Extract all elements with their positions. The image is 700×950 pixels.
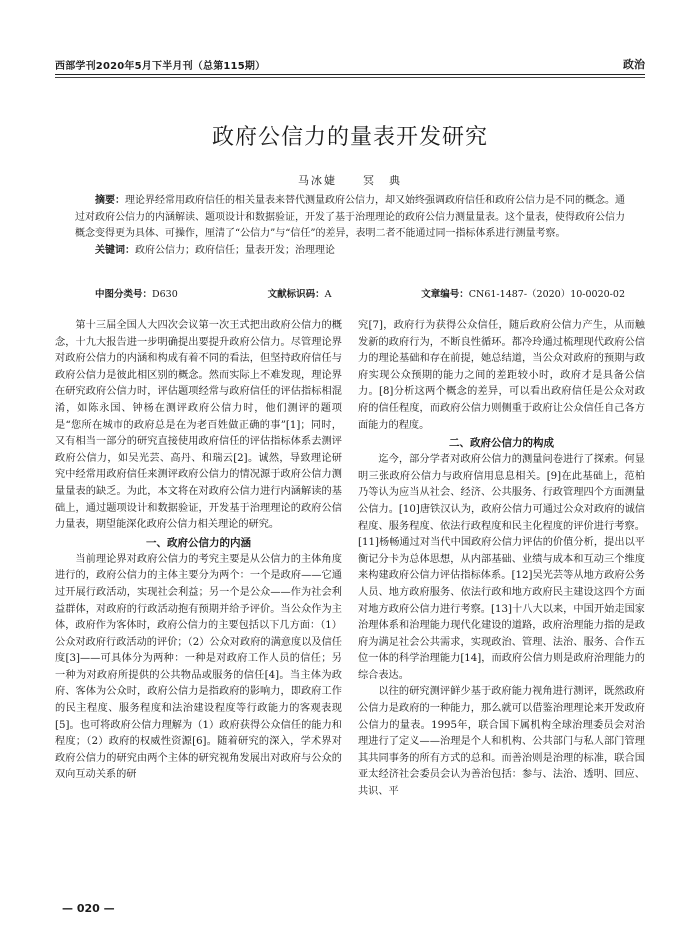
article-label: 文章编号： bbox=[421, 289, 469, 300]
abstract-text: 理论界经常用政府信任的相关量表来替代测量政府公信力，却又始终强调政府信任和政府公信力是不同的概念。通过对政府公信力的内涵解读、题项设计和数据验证，开发了基于治理理论的政府公信力测量量表。这个量表，使得政府公信力概念变得更为具体、可操作，厘清了“公信力”与“信任”的差异，表明二者不能通过同一指标体系进行测量考察。 bbox=[75, 195, 625, 239]
section-heading-1: 一、政府公信力的内涵 bbox=[146, 536, 251, 549]
abstract-label: 摘要： bbox=[95, 195, 125, 206]
section1-paragraph: 当前理论界对政府公信力的考究主要是从公信力的主体角度进行的，政府公信力的主体主要分为两个：一个是政府——它通过开展行政活动，实现社会利益；另一个是公众——作为社会利益群体，对政府的行政活动抱有预期并给予评价。当公众作为主体，政府作为客体时，政府公信力的主要包括以下几方面：（1）公众对政府行政活动的评价；（2）公众对政府的满意度以及信任度[3]——可具体分为两种：一种是对政府工作人员的信任；另一种为对政府所提供的公共物品或服务的信任[4]。当主体为政府、客体为公众时，政府公信力是指政府的影响力，即政府工作的民主程度、服务程度和法治建设程度等行政能力的客观表现[5]。也可将政府公信力理解为（1）政府获得公众信任的能力和程度；（2）政府的权威性资源[6]。随着研究的深入，学术界对政府公信力的研究由两个主体的研究视角发展出对政府与公众的双向互动关系的研 bbox=[55, 553, 342, 781]
clc-code bbox=[95, 286, 178, 300]
left-column bbox=[55, 318, 342, 875]
doc-code bbox=[268, 286, 332, 300]
header-rule bbox=[55, 74, 645, 75]
keywords-line bbox=[75, 243, 625, 260]
page-number: — 020 — bbox=[62, 902, 115, 915]
article-authors: 马冰婕 冥 典 bbox=[298, 174, 402, 187]
header-rule-thin bbox=[55, 77, 645, 78]
clc-value: D630 bbox=[152, 289, 178, 300]
doc-value: A bbox=[324, 289, 332, 300]
article-value: CN61-1487-（2020）10-0020-02 bbox=[468, 289, 625, 300]
article-number bbox=[421, 286, 625, 300]
article-title: 政府公信力的量表开发研究 bbox=[211, 125, 488, 150]
section-heading-2: 二、政府公信力的构成 bbox=[449, 437, 554, 450]
section-name: 政治 bbox=[623, 58, 645, 71]
classification-line bbox=[95, 286, 625, 300]
clc-label: 中图分类号： bbox=[95, 289, 153, 300]
running-header bbox=[55, 52, 645, 72]
section2-paragraph-1: 迄今，部分学者对政府公信力的测量问卷进行了探索。何显明三张政府公信力与政府信用息息相关。[9]在此基础上，范柏乃等认为应当从社会、经济、公共服务、行政管理四个方面测量公信力。[10]唐铁汉认为，政府公信力可通过公众对政府的诚信程度、服务程度、依法行政程度和民主化程度的评价进行考察。[11]杨畅通过对当代中国政府公信力评估的价值分析，提出以平衡记分卡为总体思想，从内部基础、业绩与成本和互动三个维度来构建政府公信力评估指标体系。[12]吴光芸等从地方政府公务人员、地方政府服务、依法行政和地方政府民主建设这四个方面对地方政府公信力进行考察。[13]十八大以来，中国开始走国家治理体系和治理能力现代化建设的道路，政府治理能力指的是政府为满足社会公共需求，实现政治、管理、法治、服务、合作五位一体的科学治理能力[14]，而政府公信力则是政府治理能力的综合表达。 bbox=[358, 454, 645, 681]
intro-paragraph: 第十三届全国人大四次会议第一次王式把出政府公信力的概念，十九大报告进一步明确提出要提升政府公信力。尽管理论界对政府公信力的内涵和构成有着不同的看法，但坚持政府信任与政府公信力是彼此相区别的概念。然而实际上不难发现，理论界在研究政府公信力时，评估题项经常与政府信任的评估指标相混淆，如陈永国、钟杨在测评政府公信力时，他们测评的题项是“您所在城市的政府总是在为老百姓做正确的事”[1]；同时，又有相当一部分的研究直接使用政府信任的评估指标体系去测评政府公信力，如吴光芸、高丹、和瑞云[2]。诚然，导致理论研究中经常用政府信任来测评政府公信力的情况源于政府公信力测量量表的缺乏。为此，本文将在对政府公信力进行内涵解读的基础上，通过题项设计和数据验证，开发基于治理理论的政府公信力量表，期望能深化政府公信力相关理论的研究。 bbox=[55, 320, 342, 531]
body-columns bbox=[55, 318, 645, 875]
section2-paragraph-2: 以往的研究测评鲜少基于政府能力视角进行测评，既然政府公信力是政府的一种能力，那么就可以借鉴治理理论来开发政府公信力的量表。1995年，联合国下属机构全球治理委员会对治理进行了定义——治理是个人和机构、公共部门与私人部门管理其共同事务的所有方式的总和。而善治则是治理的标准，联合国亚太经济社会委员会认为善治包括：参与、法治、透明、回应、共识、平 bbox=[358, 686, 645, 798]
journal-info: 西部学刊2020年5月下半月刊（总第115期） bbox=[55, 61, 266, 72]
abstract-paragraph bbox=[75, 193, 625, 243]
keywords-text: 政府公信力；政府信任；量表开发；治理理论 bbox=[135, 244, 335, 256]
abstract-block bbox=[75, 193, 625, 259]
keywords-label: 关键词： bbox=[95, 244, 135, 256]
doc-label: 文献标识码： bbox=[267, 289, 325, 300]
continued-paragraph: 究[7]，政府行为获得公众信任，随后政府公信力产生，从而触发新的政府行为，不断良性循环。都冷玲通过梳理现代政府公信力的理论基础和存在前提，她总结道，当公众对政府的预期与政府实现公众预期的能力之间的差距较小时，政府才是具备公信力。[8]分析这两个概念的差异，可以看出政府信任是公众对政府的信任程度，而政府公信力则侧重于政府让公众信任自己各方面能力的程度。 bbox=[358, 320, 645, 431]
right-column bbox=[358, 318, 645, 875]
